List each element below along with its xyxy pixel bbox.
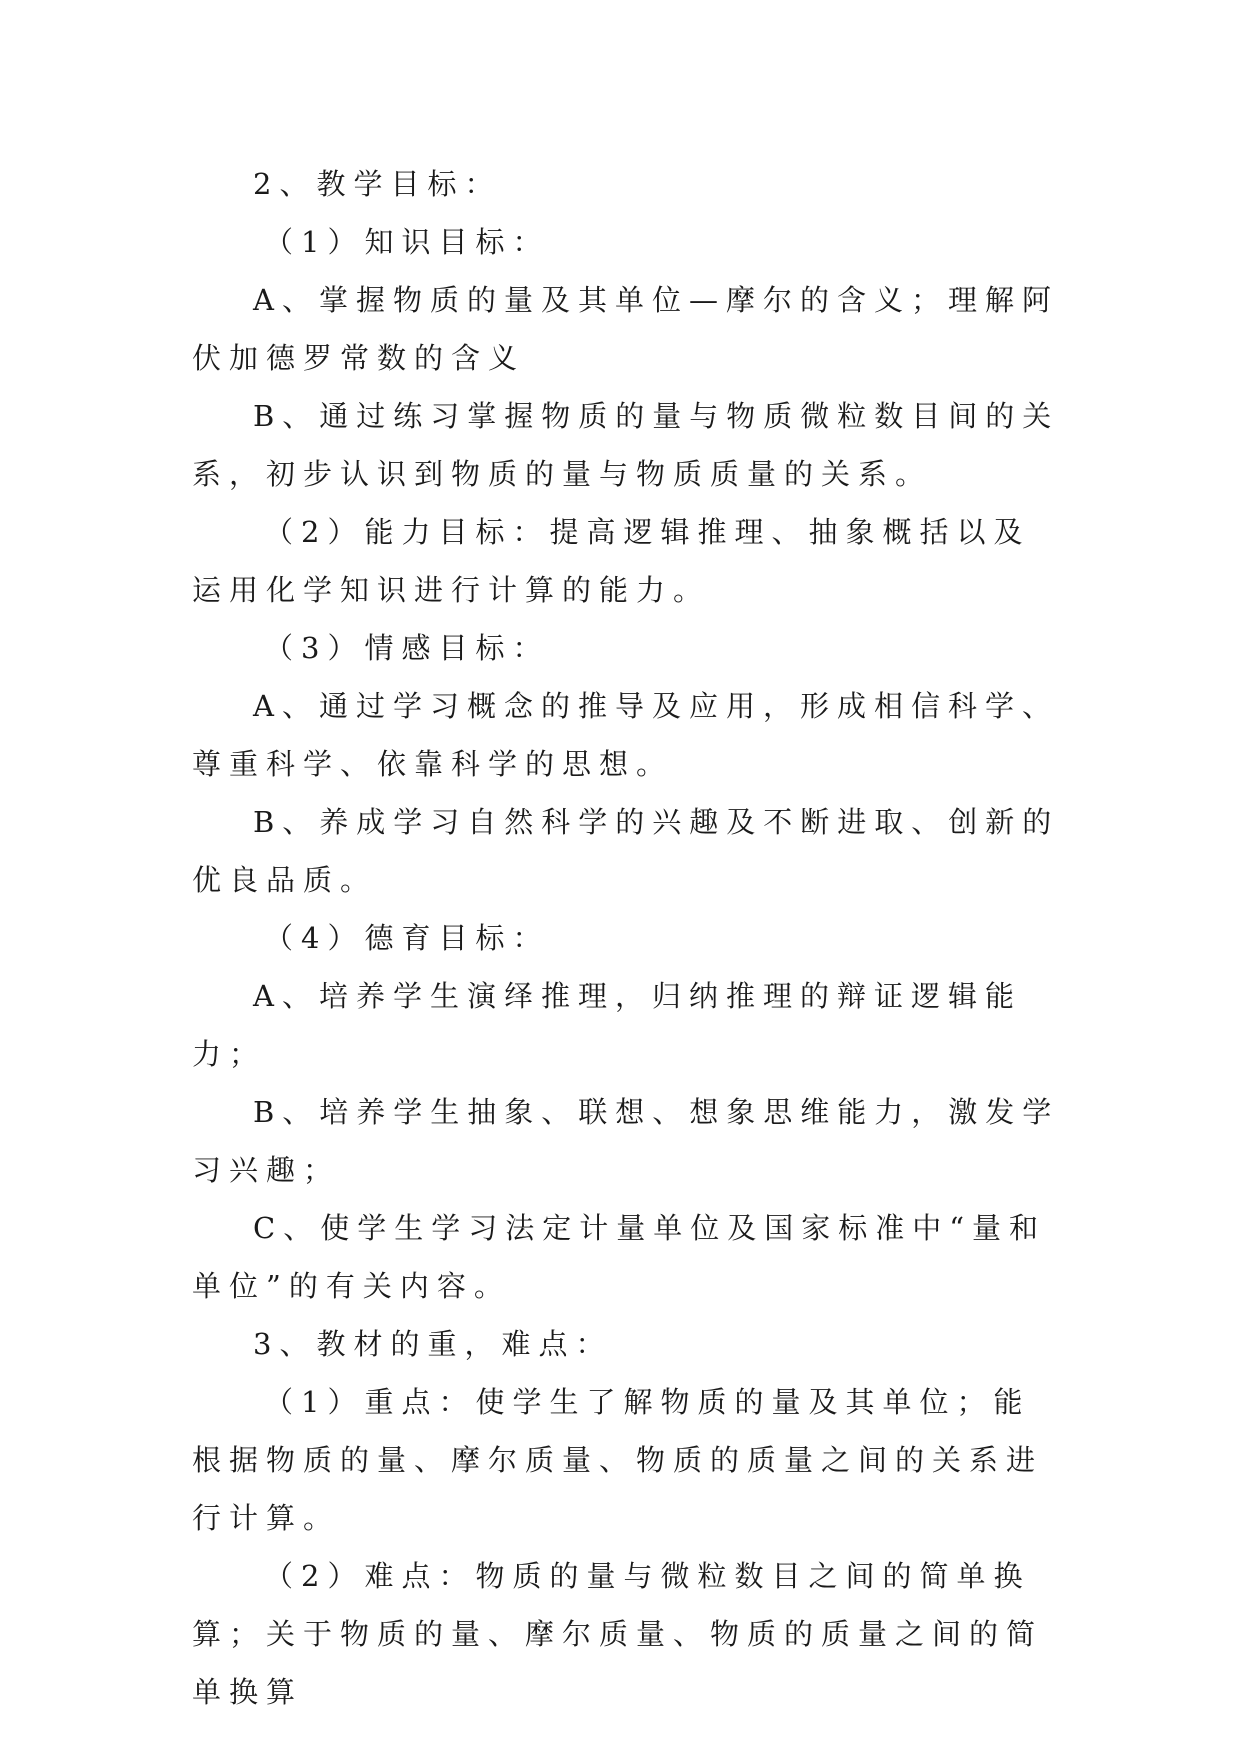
paragraph-ability-goals: （2）能力目标：提高逻辑推理、抽象概括以及运用化学知识进行计算的能力。: [192, 515, 1031, 607]
subheading-knowledge-goals: （1）知识目标：: [264, 225, 550, 259]
paragraph-moral-a: A、培养学生演绎推理，归纳推理的辩证逻辑能力；: [192, 979, 1022, 1071]
paragraph-emotional-a: A、通过学习概念的推导及应用，形成相信科学、尊重科学、依靠科学的思想。: [192, 689, 1059, 781]
paragraph-difficult-points: （2）难点：物质的量与微粒数目之间的简单换算；关于物质的量、摩尔质量、物质的质量之间的简单换算: [192, 1559, 1044, 1709]
paragraph-moral-b: B、培养学生抽象、联想、想象思维能力，激发学习兴趣；: [192, 1095, 1060, 1187]
subheading-emotional-goals: （3）情感目标：: [264, 631, 550, 665]
section-heading-teaching-goals: 2、教学目标：: [253, 167, 502, 201]
paragraph-knowledge-a: A、掌握物质的量及其单位—摩尔的含义；理解阿伏加德罗常数的含义: [192, 283, 1059, 375]
paragraph-key-points: （1）重点：使学生了解物质的量及其单位；能根据物质的量、摩尔质量、物质的质量之间的关系进行计算。: [192, 1385, 1044, 1535]
section-heading-key-difficult-points: 3、教材的重，难点：: [253, 1327, 613, 1361]
document-body: [192, 155, 1062, 1721]
paragraph-moral-c: C、使学生学习法定计量单位及国家标准中“量和单位”的有关内容。: [192, 1211, 1047, 1303]
paragraph-emotional-b: B、养成学习自然科学的兴趣及不断进取、创新的优良品质。: [192, 805, 1060, 897]
paragraph-knowledge-b: B、通过练习掌握物质的量与物质微粒数目间的关系，初步认识到物质的量与物质质量的关系。: [192, 399, 1060, 491]
subheading-moral-goals: （4）德育目标：: [264, 921, 550, 955]
